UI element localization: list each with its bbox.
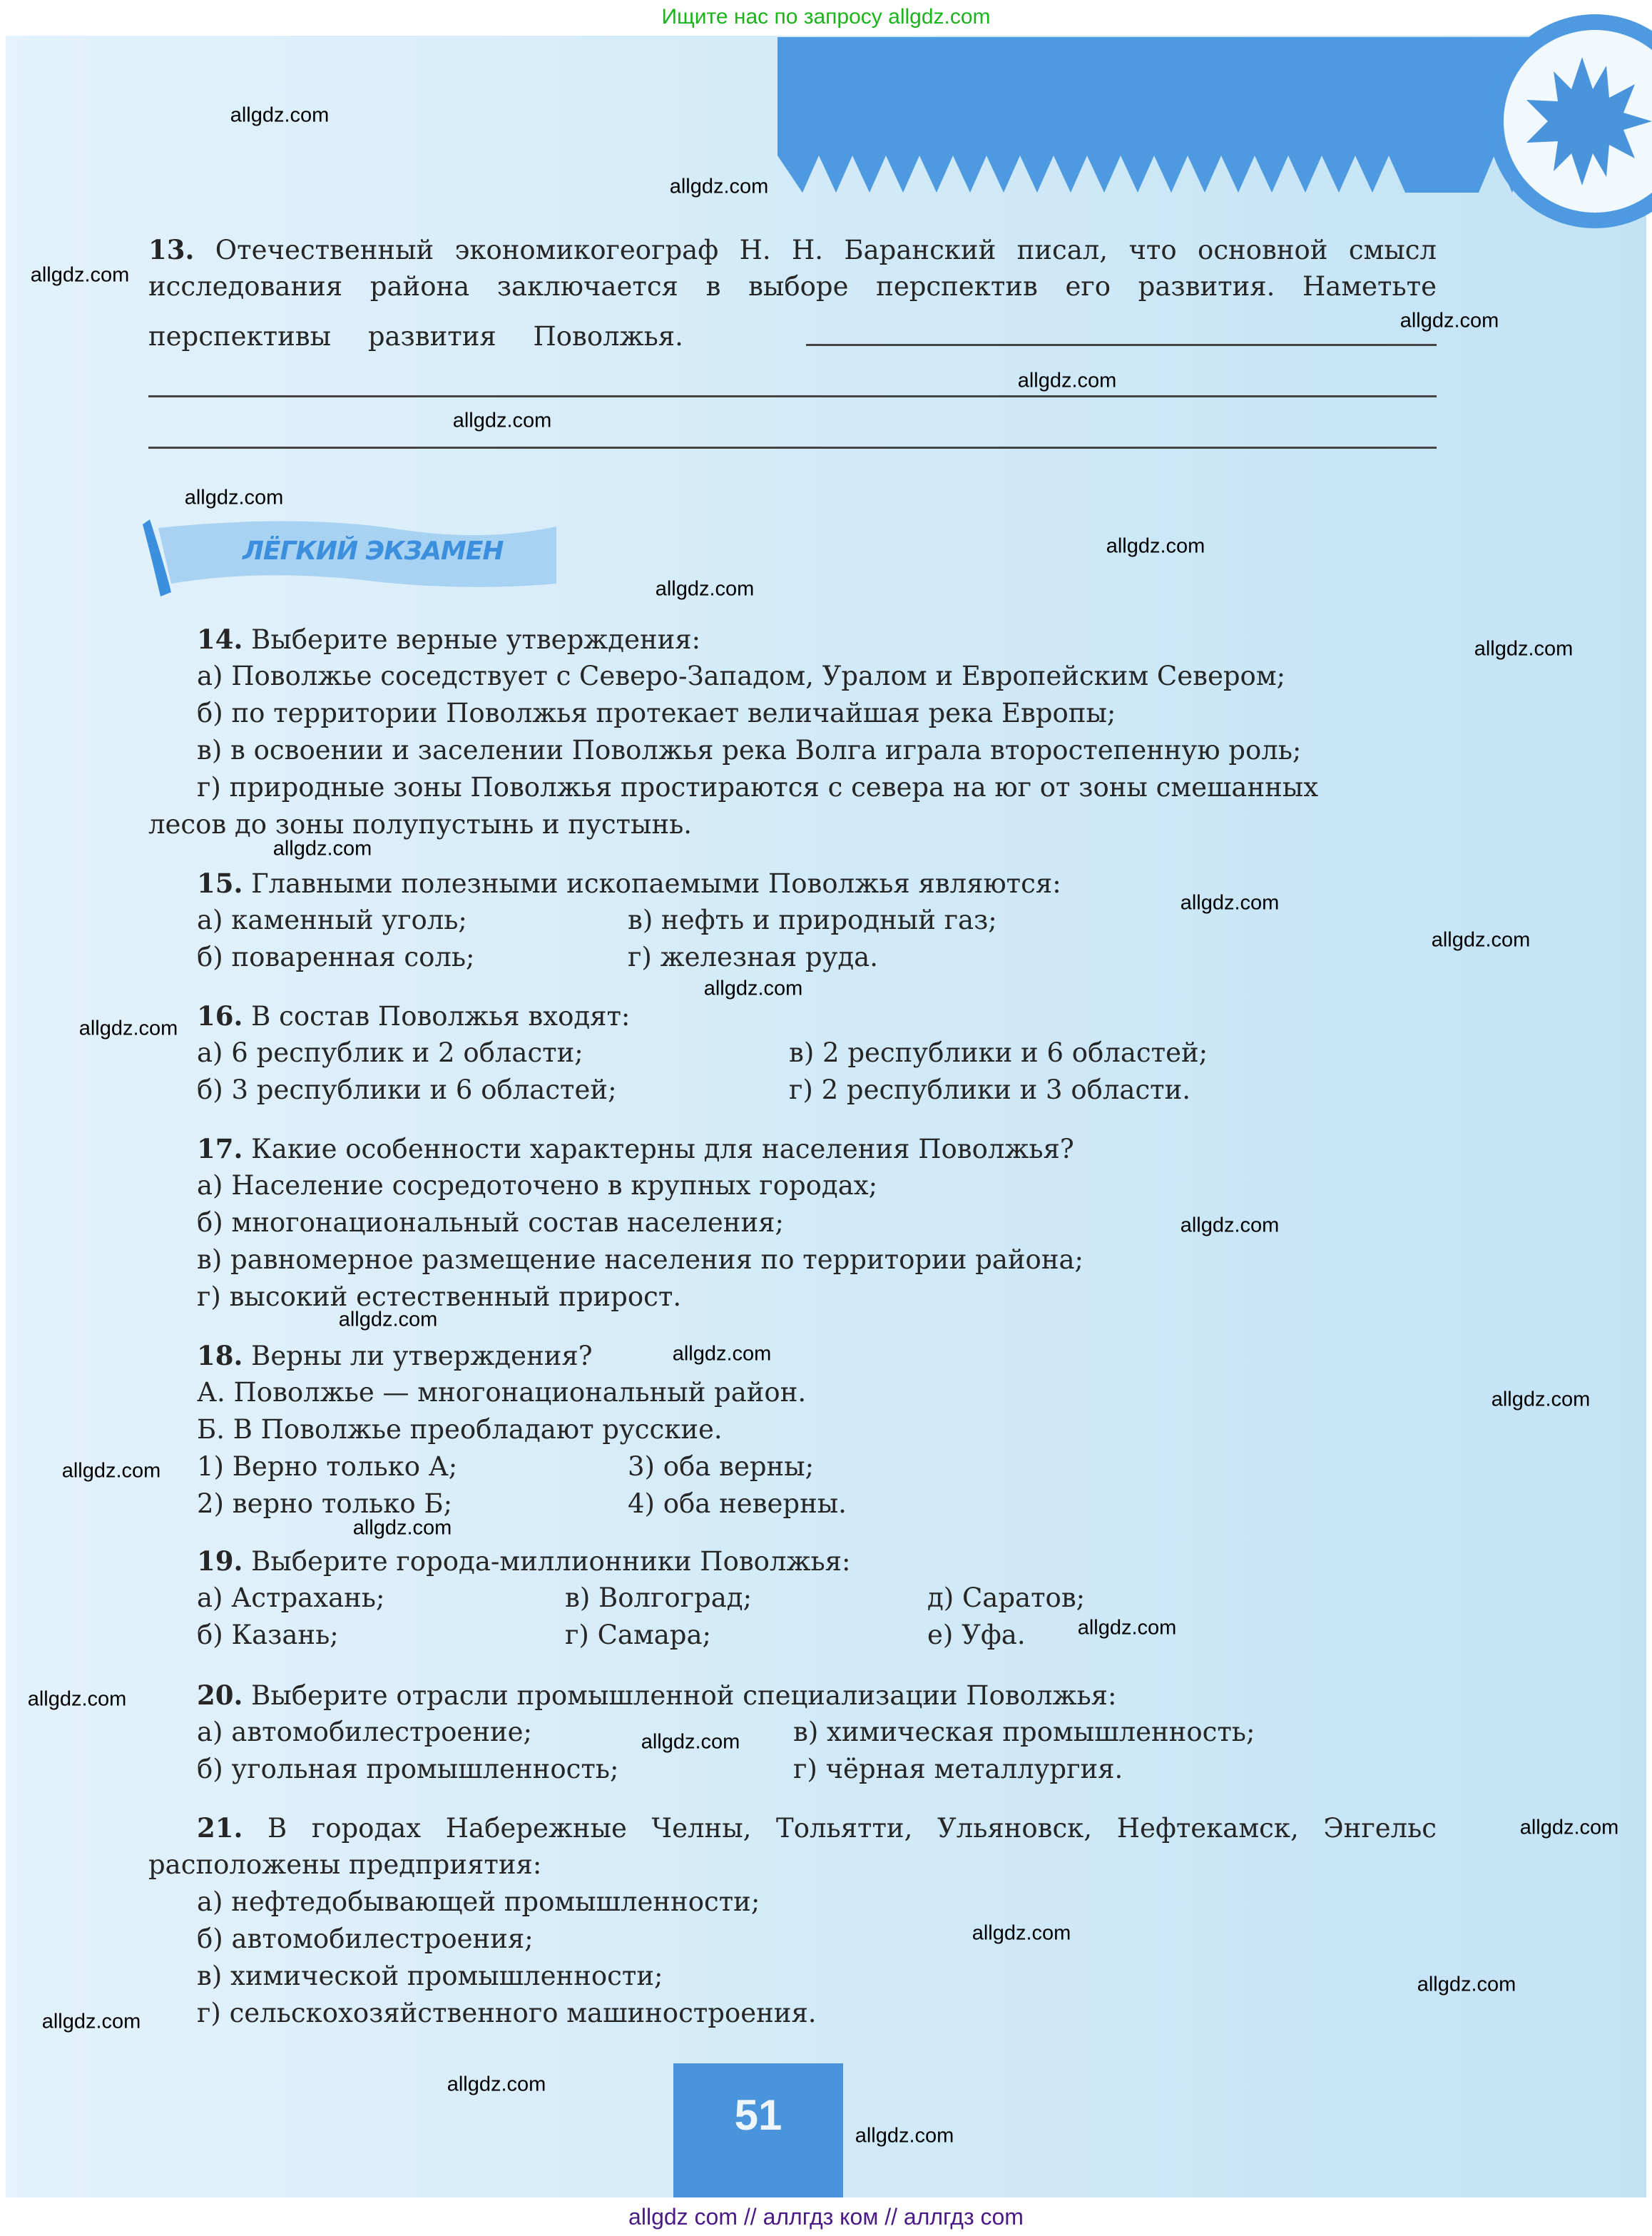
page-number: 51: [734, 2091, 782, 2139]
watermark: allgdz.com: [272, 837, 372, 860]
watermark: allgdz.com: [1417, 1973, 1516, 1996]
watermark: allgdz.com: [230, 103, 330, 127]
q13-number: 13.: [148, 234, 195, 265]
watermark: allgdz.com: [1491, 1388, 1591, 1411]
watermark: allgdz.com: [703, 977, 803, 1000]
q19-option-a: а) Астрахань;: [197, 1582, 385, 1613]
watermark: allgdz.com: [655, 577, 755, 601]
footer-links[interactable]: allgdz com // аллгдз ком // аллгдз com: [628, 2204, 1024, 2230]
q15-number: 15.: [197, 868, 243, 899]
q18-title: [197, 1337, 593, 1375]
q18-statement-b: Б. В Поволжье преобладают русские.: [197, 1414, 723, 1445]
watermark: allgdz.com: [41, 2010, 141, 2033]
q21-option-b: б) автомобилестроения;: [197, 1924, 534, 1954]
q16-option-b: б) 3 республики и 6 областей;: [197, 1074, 617, 1105]
q15-title: [197, 865, 1061, 903]
watermark: allgdz.com: [1077, 1616, 1177, 1640]
q18-text: Верны ли утверждения?: [251, 1341, 593, 1371]
q19-option-g: г) Самара;: [565, 1620, 711, 1650]
q17-option-b: б) многонациональный состав населения;: [197, 1207, 784, 1238]
q15-option-a: а) каменный уголь;: [197, 905, 467, 935]
watermark: allgdz.com: [352, 1516, 452, 1540]
watermark: allgdz.com: [1474, 637, 1574, 661]
q14-option-d-cont: лесов до зоны полупустынь и пустынь.: [148, 809, 693, 840]
q16-text: В состав Поволжья входят:: [251, 1001, 631, 1032]
q14-option-d: г) природные зоны Поволжья простираются с севера на юг от зоны смешанных: [197, 772, 1319, 803]
q13-line1: [148, 231, 1437, 269]
q16-option-a: а) 6 республик и 2 области;: [197, 1037, 583, 1068]
watermark: allgdz.com: [855, 2124, 954, 2148]
q14-text: Выберите верные утверждения:: [251, 624, 701, 655]
q17-number: 17.: [197, 1133, 243, 1164]
q18-option-2: 2) верно только Б;: [197, 1488, 453, 1519]
q15-text: Главными полезными ископаемыми Поволжья являются:: [251, 868, 1061, 899]
q17-text: Какие особенности характерны для населения Поволжья?: [251, 1134, 1074, 1164]
q17-title: [197, 1130, 1074, 1168]
q20-option-v: в) химическая промышленность;: [793, 1717, 1255, 1747]
q13-answer-line-3[interactable]: [148, 447, 1437, 449]
watermark: allgdz.com: [30, 263, 130, 287]
section-banner-title: ЛЁГКИЙ ЭКЗАМЕН: [243, 537, 504, 566]
q17-option-c: в) равномерное размещение населения по территории района;: [197, 1244, 1084, 1275]
footer-links-bar: [0, 2197, 1652, 2236]
q18-statement-a: А. Поволжье — многонациональный район.: [197, 1377, 807, 1408]
q13-line2: исследования района заключается в выборе перспектив его развития. Наметьте: [148, 271, 1437, 302]
q19-option-e: е) Уфа.: [927, 1620, 1026, 1650]
search-hint-text: Ищите нас по запросу allgdz.com: [661, 5, 991, 29]
q16-number: 16.: [197, 1000, 243, 1032]
q19-text: Выберите города-миллионники Поволжья:: [251, 1546, 851, 1577]
q18-option-3: 3) оба верны;: [628, 1451, 815, 1482]
watermark: allgdz.com: [1431, 928, 1531, 952]
q14-option-b: б) по территории Поволжья протекает величайшая река Европы;: [197, 698, 1116, 728]
q14-title: [197, 621, 700, 659]
watermark: allgdz.com: [1519, 1816, 1619, 1839]
q20-option-g: г) чёрная металлургия.: [793, 1754, 1123, 1784]
watermark: allgdz.com: [61, 1459, 161, 1483]
watermark: allgdz.com: [641, 1730, 740, 1754]
q21-option-d: г) сельскохозяйственного машиностроения.: [197, 1998, 817, 2028]
q15-option-g: г) железная руда.: [628, 942, 878, 972]
q21-number: 21.: [197, 1812, 243, 1844]
q19-option-b: б) Казань;: [197, 1620, 339, 1650]
q15-option-v: в) нефть и природный газ;: [628, 905, 997, 935]
q14-option-a: а) Поволжье соседствует с Северо-Западом, Уралом и Европейским Севером;: [197, 661, 1286, 691]
q21-title-cont: расположены предприятия:: [148, 1849, 542, 1880]
q21-title: [197, 1809, 1437, 1847]
watermark: allgdz.com: [338, 1308, 438, 1331]
q16-option-g: г) 2 республики и 3 области.: [789, 1074, 1191, 1105]
watermark: allgdz.com: [672, 1342, 772, 1366]
q15-option-b: б) поваренная соль;: [197, 942, 475, 972]
page-number-box: [673, 2063, 843, 2197]
q13-text: Отечественный экономикогеограф Н. Н. Баранский писал, что основной смысл: [215, 235, 1437, 265]
q20-option-b: б) угольная промышленность;: [197, 1754, 619, 1784]
q20-number: 20.: [197, 1679, 243, 1711]
watermark: allgdz.com: [1017, 369, 1117, 392]
q21-option-c: в) химической промышленности;: [197, 1961, 663, 1991]
q13-answer-line-2[interactable]: [148, 395, 1437, 397]
watermark: allgdz.com: [1106, 534, 1205, 558]
watermark: allgdz.com: [972, 1921, 1071, 1945]
q16-option-v: в) 2 республики и 6 областей;: [789, 1037, 1208, 1068]
watermark: allgdz.com: [1180, 891, 1280, 915]
q20-title: [197, 1677, 1116, 1714]
q14-number: 14.: [197, 624, 243, 655]
q18-option-4: 4) оба неверны.: [628, 1488, 847, 1519]
watermark: allgdz.com: [1399, 309, 1499, 332]
q13-answer-line-1[interactable]: [806, 344, 1437, 346]
q18-option-1: 1) Верно только А;: [197, 1451, 458, 1482]
q19-option-d: д) Саратов;: [927, 1582, 1086, 1613]
q13-line3: перспективы развития Поволжья.: [148, 321, 683, 352]
watermark: allgdz.com: [669, 175, 769, 198]
q21-option-a: а) нефтедобывающей промышленности;: [197, 1886, 760, 1917]
q19-number: 19.: [197, 1545, 243, 1577]
q14-option-c: в) в освоении и заселении Поволжья река Волга играла второстепенную роль;: [197, 735, 1302, 766]
watermark: allgdz.com: [184, 486, 284, 509]
q16-title: [197, 997, 630, 1035]
watermark: allgdz.com: [447, 2073, 546, 2096]
watermark: allgdz.com: [27, 1687, 127, 1711]
watermark: allgdz.com: [1180, 1214, 1280, 1237]
q20-option-a: а) автомобилестроение;: [197, 1717, 533, 1747]
q19-title: [197, 1543, 850, 1580]
watermark: allgdz.com: [452, 409, 552, 432]
q19-option-v: в) Волгоград;: [565, 1582, 753, 1613]
q17-option-a: а) Население сосредоточено в крупных городах;: [197, 1170, 878, 1201]
q18-number: 18.: [197, 1340, 243, 1371]
watermark: allgdz.com: [78, 1017, 178, 1040]
q20-text: Выберите отрасли промышленной специализации Поволжья:: [251, 1680, 1117, 1711]
q21-text: В городах Набережные Челны, Тольятти, Ульяновск, Нефтекамск, Энгельс: [267, 1813, 1437, 1844]
q17-option-d: г) высокий естественный прирост.: [197, 1281, 682, 1312]
